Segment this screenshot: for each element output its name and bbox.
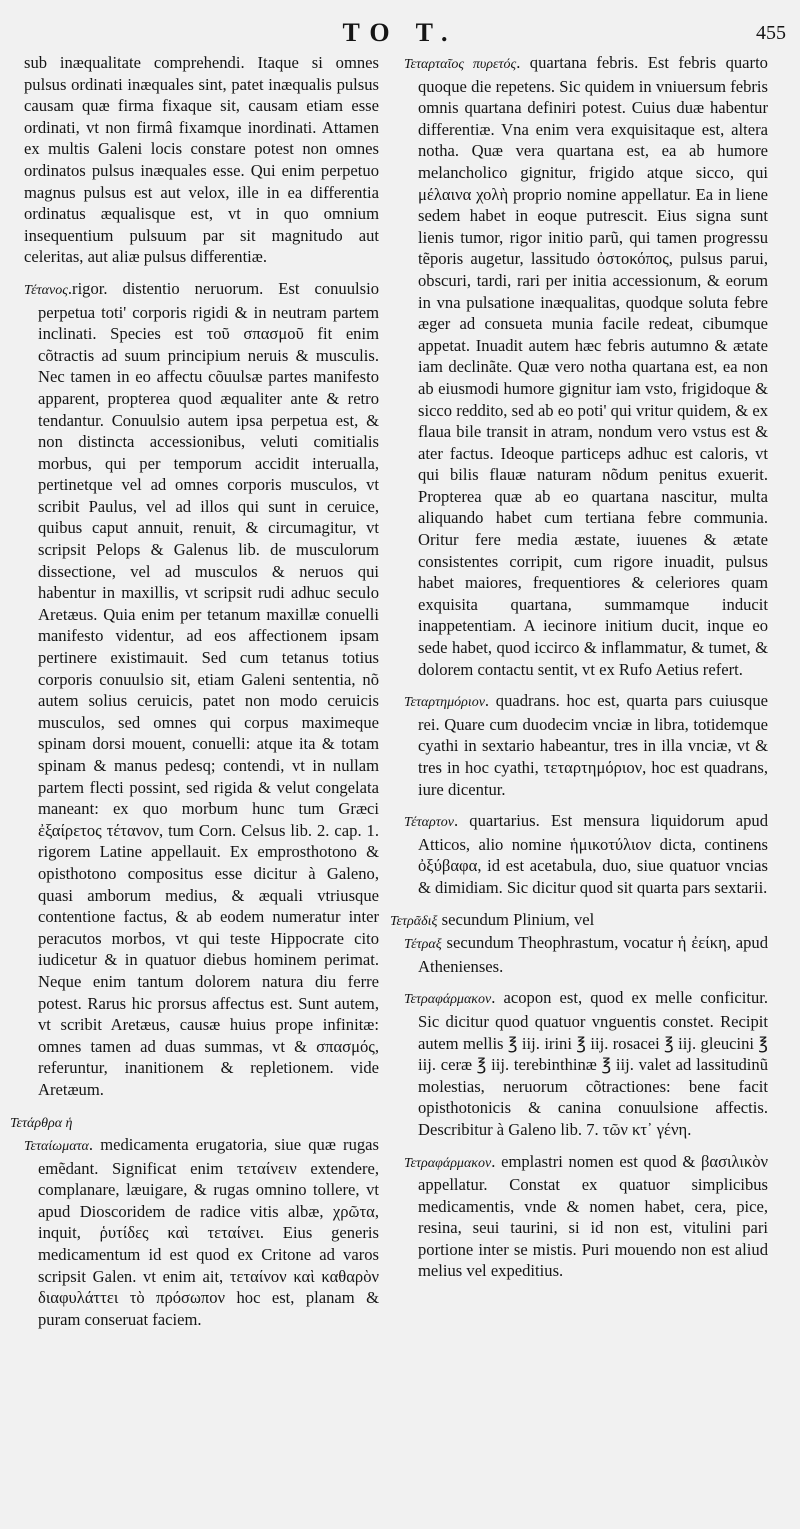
- page-number: 455: [756, 22, 786, 44]
- entry-headword: Τετάρθρα ἡ: [10, 1115, 73, 1131]
- entry-headword: Τέτραξ: [404, 937, 442, 953]
- dictionary-entry: [24, 52, 379, 268]
- entry-headword: Τετραφάρμακον: [404, 992, 492, 1008]
- entry-text: secundum Plinium, vel: [437, 909, 595, 929]
- right-column: [390, 52, 768, 1292]
- left-column: [10, 52, 379, 1340]
- entry-headword: Τετρᾶδιξ: [390, 913, 438, 929]
- entry-text: . emplastri nomen est quod & βασιλικὸν appellatur. Constat ex quatuor simplicibus medicamentis, vnde & nomen habet, cera, pice, resina, seui taurini, si id non est, vitulini pari portione inter se mistis. Puri mouendo non est aliud melius vel expeditius.: [418, 1151, 768, 1281]
- entry-headword: Τετραφάρμακον: [404, 1155, 492, 1171]
- entry-text: secundum Theophrastum, vocatur ἡ ἐείκη, apud Athenienses.: [418, 933, 768, 976]
- dictionary-entry: [404, 810, 768, 898]
- entry-text: . quadrans. hoc est, quarta pars cuiusque rei. Quare cum duodecim vnciæ in libra, totidemque cyathi in sextario habeantur, tres in illa vnciæ, vt & tres in hoc cyathi, τεταρτημόριον, hoc est quadrans, iure dicentur.: [418, 691, 768, 799]
- dictionary-entry: [24, 1134, 379, 1330]
- entry-headword: Τεταρταῖος πυρετός: [404, 57, 517, 72]
- dictionary-entry: [404, 690, 768, 800]
- dictionary-entry: [404, 932, 768, 977]
- entry-text: .rigor. distentio neruorum. Est conuulsio perpetua toti' corporis rigidi & in neutram partem inclinati. Species est τοῦ σπασμοῦ fit enim cõtractis ad suum principium neruis & musculis. Nec tamen in eo affectu cõuulsæ partes manifesto apparent, propterea quod æqualiter ante & retro tendantur. Conuulsio autem ipsa perpetua est, & non distincta accessionibus, veluti comitialis morbus, qui per temporum accidit interualla, pertinetque vel ad omnes corporis musculos, vt scribit Paulus, vel ad illos qui sunt in ceruice, quibus caput annuit, renuit, & circumagitur, vt scripsit Pelops & Galenus lib. de musculorum dissectione, vel ad musculos & neruos qui habentur in maxillis, vt scripsit rudi adhuc seculo Aretæus. Quia enim per tetanum maxillæ conuelli manifesto videntur, ad eos affectionem ipsam pertinere existimauit. Sed cum tetanus totius corporis conuulsio sit, etiam Galeni sententia, nõ autem solius ceruicis, patet non modo ceruicis musculos, sed omnes qui corpus maximeque spinam dorsi mouent, conuelli: atque ita & totam spinam & manus pedesq; contendi, vt in nullam partem flecti possint, sed rigida & velut congelata maneant: ex quo morbum hunc tum Græci ἐξαίρετος τέτανον, tum Corn. Celsus lib. 2. cap. 1. rigorem Latine appellauit. Ex emprosthotono & opisthotono compositus esse dicitur à Galeno, quasi amborum medius, & æquali vtriusque contentione factus, & ab eodem numeratur inter peracutos morbos, vt qui teste Hippocrate cito iudicetur & in quatuor diebus hominem perimat. Neque enim tantum dolorem natura diu ferre potest. Rarus hic prorsus affectus est. Sunt autem, vt scribit Aretæus, causæ huius prope infinitæ: omnes tamen ad duas summas, vt & σπασμός, referuntur, inanitionem & repletionem. vide Aretæum.: [38, 278, 379, 1099]
- dictionary-entry: [24, 278, 379, 1101]
- entry-headword: Τέταρτον: [404, 815, 454, 831]
- dictionary-entry: [10, 1111, 379, 1135]
- entry-headword: Τέτανος: [24, 282, 68, 298]
- entry-text: . quartana febris. Est febris quarto quoque die repetens. Sic quidem in vniuersum febris omnis quartana definiri potest. Cuius duæ habentur differentiæ. Vna enim vera exquisitaque est, altera notha. Quæ vera quartana est, ea ab humore melancholico gignitur, frigido atque sicco, qui μέλαινα χολὴ proprio nomine appellatur. Ea in liene sedem habet in eoque putrescit. Eius signa sunt lienis tumor, rigor initio parũ, qui tamen progressu tẽporis augetur, lassitudo ὀστοκόπος, pulsus parui, obscuri, tardi, rari per initia accessionum, & eorum in vna pulsatione inæqualitas, quodque soluta febre æger ad consueta munia facile redeat, cibumque appetat. Inuadit autem hæc febris autumno & ætate iam declinãte. Quæ vero notha quartana est, ea non ab eiusmodi humore gignitur iam vsto, frigidoque & sicco reddito, sed ab eo poti' qui vritur quidem, & ex flaua bile transit in atram, nondum vero vstus est & ater factus. Ideoque particeps adhuc est caloris, vt qui bilis flauæ naturam nõdum penitus exuerit. Propterea quæ ab eo quartana nascitur, multa aliquando habet cum tertiana febre communia. Oritur fere media æstate, iuuenes & ætate consistentes corripit, cum rigore inuadit, pulsus habet maiores, frequentiores & celeriores quam exquisita quartana, summamque inducit inappetentiam. A iecinore initium ducit, inque eo sede habet, quod iccirco & inflammatur, & tumet, & dolorem contactu sentit, vt ex Rufo Aetius refert.: [418, 53, 768, 679]
- entry-headword: Τεταρτημόριον: [404, 695, 485, 711]
- dictionary-entry: [390, 909, 768, 933]
- entry-text: sub inæqualitate comprehendi. Itaque si omnes pulsus ordinati inæquales sint, patet inæqualis pulsus causam quæ firma fixaque sit, causam etiam esse ordinati, vt non firmâ fixamque inordinati. Attamen ex multis Galeni locis constare potest non omnes ordinatos pulsus inæquales esse. Qui enim perpetuo magnus pulsus est aut velox, ille in ea differentia ordinatus æqualisque est, vt in quo omnium insequentium pulsuum par sit magnitudo aut celeritas, aut aliæ pulsus differentiæ.: [24, 53, 379, 267]
- entry-text: . medicamenta erugatoria, siue quæ rugas emẽdant. Significat enim τεταίνειν extendere, complanare, læuigare, & rugas omnino tollere, vt apud Dioscoridem de radice vitis albæ, χρῶτα, inquit, ῥυτίδες καὶ τεταίνει. Eius generis medicamentum id est quod ex Critone ad varos scripsit Galen. vt enim ait, τεταίνον καὶ καθαρὸν διαφυλάττει τὸ πρόσωπον hoc est, planam & puram conseruat faciem.: [38, 1135, 379, 1329]
- dictionary-entry: [404, 52, 768, 680]
- dictionary-entry: [404, 987, 768, 1140]
- entry-headword: Τεταίωματα: [24, 1139, 89, 1155]
- dictionary-entry: [404, 1151, 768, 1283]
- running-head: TO T.: [342, 18, 458, 47]
- entry-text: . quartarius. Est mensura liquidorum apud Atticos, alio nomine ἡμικοτύλιον dicta, continens ὀξύβαφα, id est acetabula, duo, siue quatuor vncias & dimidiam. Sic dicitur quod sit quarta pars sextarii.: [418, 811, 768, 897]
- entry-text: . acopon est, quod ex melle conficitur. Sic dicitur quod quatuor vnguentis constet. Recipit autem mellis ℥ iij. irini ℥ iij. rosacei ℥ iij. gleucini ℥ iij. ceræ ℥ iij. terebinthinæ ℥ iij. valet ad lassitudinũ molestias, neruorum cõtractiones: bene facit opisthotonicis & canina conuulsione affectis. Describitur à Galeno lib. 7. τῶν κτ᾽ γένη.: [418, 988, 768, 1139]
